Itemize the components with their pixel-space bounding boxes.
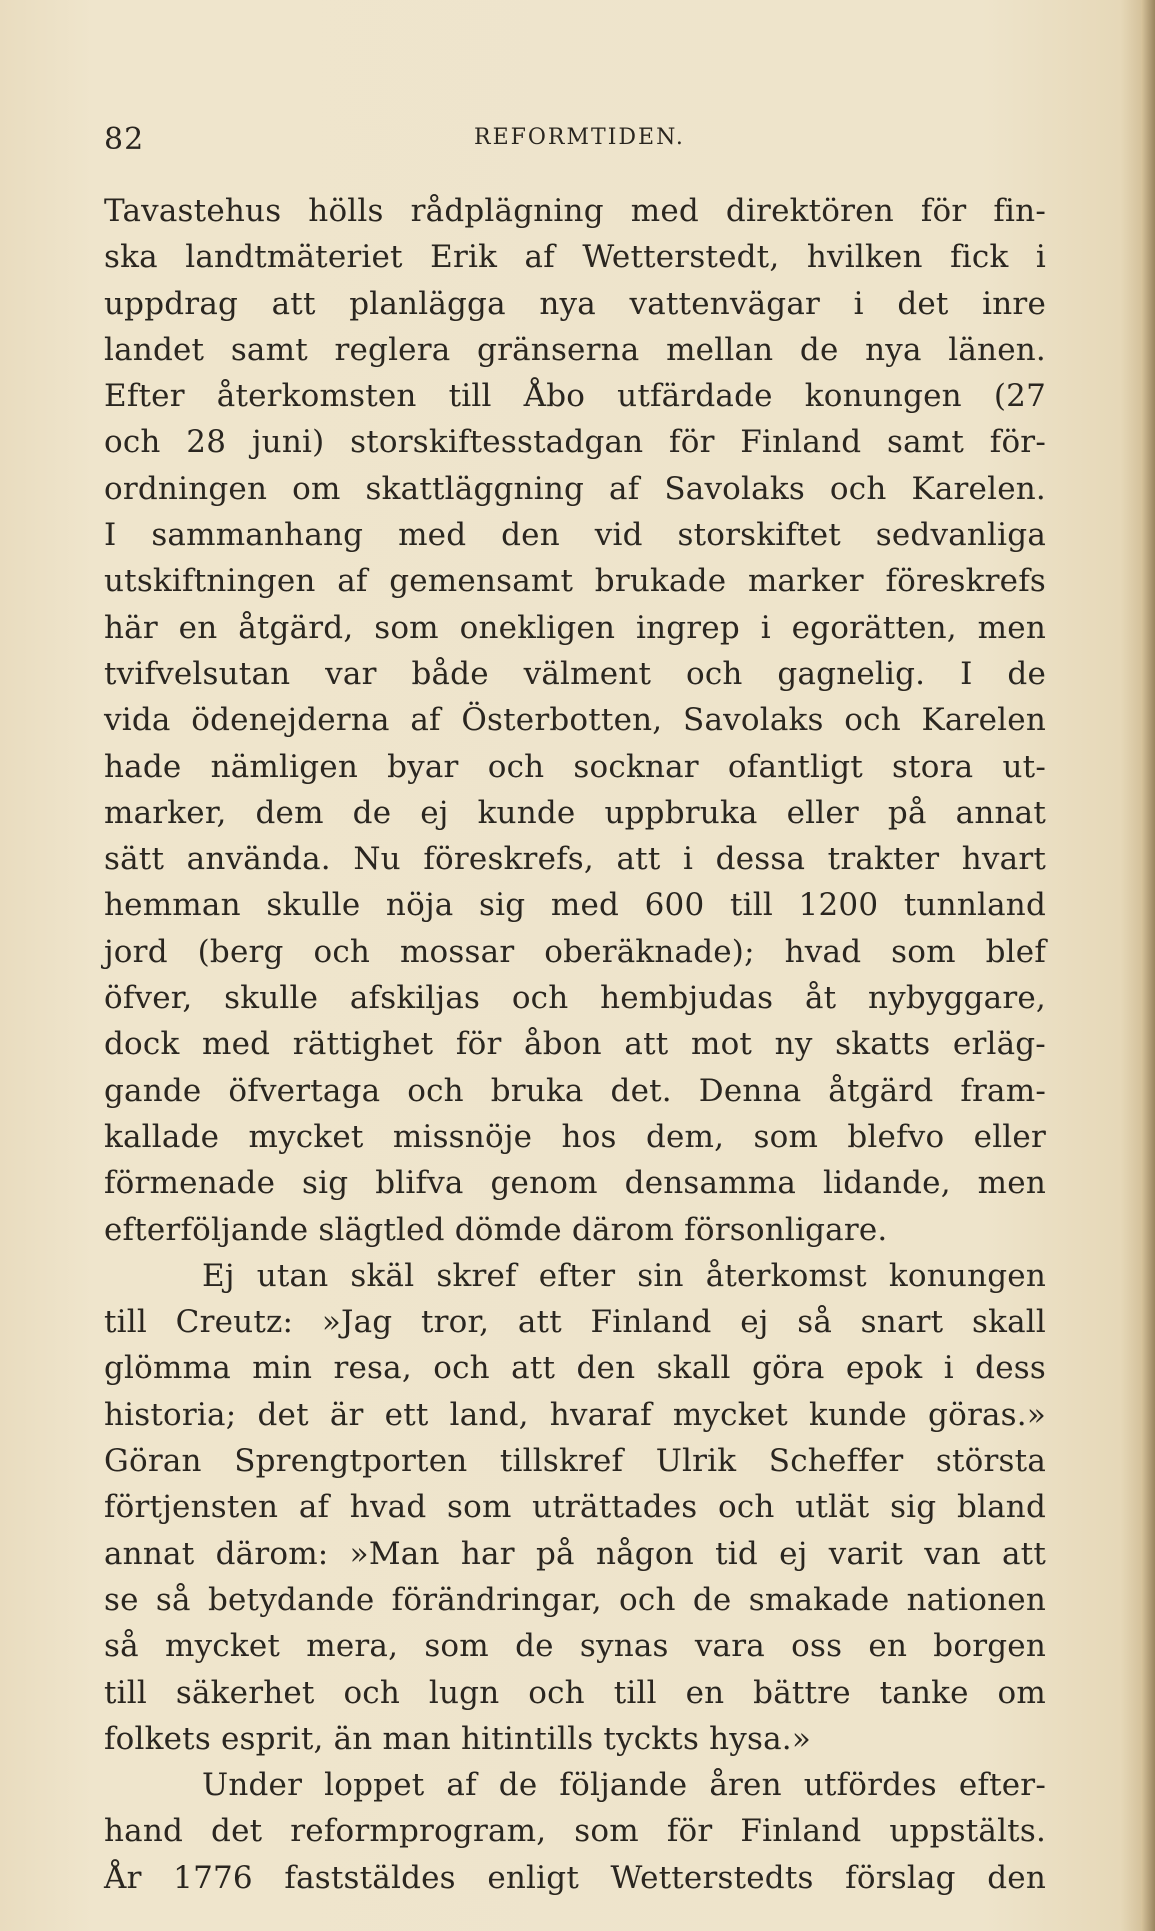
text-line: hemman skulle nöja sig med 600 till 1200 tunnland	[104, 887, 1046, 924]
text-line: vida ödenejderna af Österbotten, Savolaks och Karelen	[104, 702, 1046, 739]
text-line: förtjensten af hvad som uträttades och utlät sig bland	[104, 1489, 1046, 1526]
text-line: utskiftningen af gemensamt brukade marker föreskrefs	[104, 563, 1046, 600]
text-line: och 28 juni) storskiftesstadgan för Finland samt för-	[104, 424, 1046, 461]
page-header	[104, 122, 1046, 162]
text-line: folkets esprit, än man hitintills tyckts hysa.»	[104, 1720, 812, 1757]
text-line: ska landtmäteriet Erik af Wetterstedt, hvilken fick i	[104, 239, 1046, 276]
page-number: 82	[104, 122, 145, 157]
text-line: till säkerhet och lugn och till en bättre tanke om	[104, 1674, 1046, 1711]
text-line: hade nämligen byar och socknar ofantligt stora ut-	[104, 748, 1046, 785]
text-line: tvifvelsutan var både välment och gagnelig. I de	[104, 655, 1046, 692]
text-line: dock med rättighet för åbon att mot ny skatts erläg-	[104, 1026, 1046, 1063]
text-line: till Creutz: »Jag tror, att Finland ej så snart skall	[104, 1304, 1046, 1341]
paragraph-start-line: Ej utan skäl skref efter sin återkomst konungen	[202, 1257, 1046, 1294]
text-line: annat därom: »Man har på någon tid ej varit van att	[104, 1535, 1046, 1572]
text-line: så mycket mera, som de synas vara oss en borgen	[104, 1628, 1046, 1665]
text-line: Göran Sprengtporten tillskref Ulrik Scheffer största	[104, 1443, 1046, 1480]
text-line: historia; det är ett land, hvaraf mycket kunde göras.»	[104, 1396, 1046, 1433]
text-line: År 1776 faststäldes enligt Wetterstedts förslag den	[104, 1859, 1046, 1896]
text-line: sätt använda. Nu föreskrefs, att i dessa trakter hvart	[104, 841, 1046, 878]
text-line: Tavastehus hölls rådplägning med direktören för fin-	[104, 193, 1046, 229]
page-edge	[1141, 0, 1155, 1931]
text-line: Efter återkomsten till Åbo utfärdade konungen (27	[104, 378, 1046, 415]
paragraph-start-line: Under loppet af de följande åren utfördes efter-	[202, 1767, 1046, 1804]
text-line: gande öfvertaga och bruka det. Denna åtgärd fram-	[104, 1072, 1046, 1109]
text-line: glömma min resa, och att den skall göra epok i dess	[104, 1350, 1046, 1387]
running-title: REFORMTIDEN.	[474, 125, 685, 150]
text-line: förmenade sig blifva genom densamma lidande, men	[104, 1165, 1046, 1202]
text-line: jord (berg och mossar oberäknade); hvad som blef	[104, 933, 1046, 970]
text-line: I sammanhang med den vid storskiftet sedvanliga	[104, 517, 1046, 554]
text-line: uppdrag att planlägga nya vattenvägar i det inre	[104, 285, 1046, 322]
text-line: kallade mycket missnöje hos dem, som blefvo eller	[104, 1118, 1046, 1155]
body-text	[104, 188, 1046, 1901]
text-line: här en åtgärd, som onekligen ingrep i egorätten, men	[104, 609, 1046, 646]
text-line: efterföljande slägtled dömde därom försonligare.	[104, 1211, 888, 1248]
text-line: landet samt reglera gränserna mellan de nya länen.	[104, 331, 1046, 368]
text-line: öfver, skulle afskiljas och hembjudas åt nybyggare,	[104, 980, 1046, 1017]
text-line: ordningen om skattläggning af Savolaks och Karelen.	[104, 470, 1046, 507]
text-line: hand det reformprogram, som för Finland uppstälts.	[104, 1813, 1046, 1850]
text-line: marker, dem de ej kunde uppbruka eller på annat	[104, 794, 1046, 831]
text-line: se så betydande förändringar, och de smakade nationen	[104, 1581, 1046, 1618]
